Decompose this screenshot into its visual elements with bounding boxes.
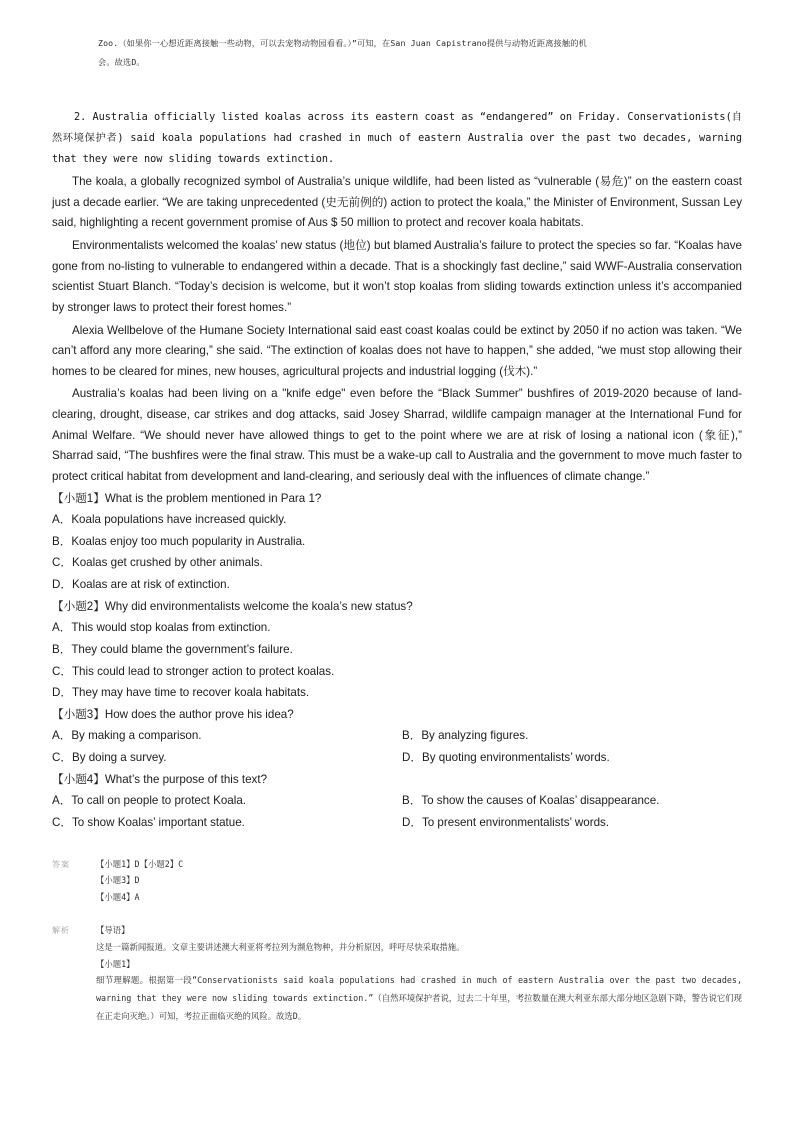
option-3a[interactable] bbox=[52, 725, 397, 747]
option-3d[interactable] bbox=[402, 747, 742, 769]
analysis-body bbox=[96, 922, 742, 1025]
option-column-right bbox=[397, 725, 742, 747]
passage-body bbox=[52, 170, 742, 487]
question-text: Why did environmentalists welcome the koala’s new status? bbox=[104, 599, 413, 613]
question-tag: 【小题2】 bbox=[52, 599, 105, 613]
option-4a[interactable] bbox=[52, 790, 397, 812]
option-row-4-2 bbox=[52, 812, 742, 834]
answer-body bbox=[96, 856, 742, 906]
carryover-line-2: 会。故选D。 bbox=[98, 57, 145, 68]
question-text: What’s the purpose of this text? bbox=[104, 772, 268, 786]
question-stem-1 bbox=[52, 488, 742, 510]
option-letter: C． bbox=[52, 556, 72, 570]
question-text: How does the author prove his idea? bbox=[104, 707, 294, 721]
option-letter: C． bbox=[52, 664, 72, 678]
option-text: To present environmentalists’ words. bbox=[421, 815, 610, 829]
option-3b[interactable] bbox=[402, 725, 742, 747]
option-1c[interactable] bbox=[52, 552, 742, 574]
option-text: Koalas get crushed by other animals. bbox=[71, 556, 263, 570]
option-text: By doing a survey. bbox=[71, 751, 167, 765]
option-column-left bbox=[52, 747, 397, 769]
option-letter: B． bbox=[402, 729, 422, 743]
option-2b[interactable] bbox=[52, 639, 742, 661]
option-text: To show the causes of Koalas’ disappearance. bbox=[421, 794, 660, 808]
question-tag: 【小题4】 bbox=[52, 772, 105, 786]
option-text: To show Koalas’ important statue. bbox=[71, 815, 245, 829]
analysis-label: 解析 bbox=[52, 926, 70, 935]
question-block-3 bbox=[52, 704, 742, 769]
answer-line-3: 【小题4】A bbox=[96, 892, 140, 903]
option-2c[interactable] bbox=[52, 661, 742, 683]
option-2d[interactable] bbox=[52, 682, 742, 704]
answer-line-2: 【小题3】D bbox=[96, 875, 140, 886]
option-letter: C． bbox=[52, 751, 72, 765]
question-tag: 【小题3】 bbox=[52, 707, 105, 721]
option-column-right bbox=[397, 812, 742, 834]
option-column-left bbox=[52, 725, 397, 747]
stem-text: Australia officially listed koalas across its eastern coast as “endangered” on Friday. Conservationists(自然环境保护者) said koala populations had crashed in much of eastern Australia over the past two decades, warning that they were now sliding towards extinction. bbox=[52, 111, 742, 165]
option-row-3-1 bbox=[52, 725, 742, 747]
analysis-guide-text: 这是一篇新闻报道。文章主要讲述澳大利亚将考拉列为濒危物种，并分析原因，呼吁尽快采取措施。 bbox=[96, 941, 465, 952]
answer-section bbox=[52, 856, 742, 906]
option-text: They may have time to recover koala habitats. bbox=[71, 686, 310, 700]
option-column-left bbox=[52, 812, 397, 834]
option-text: They could blame the government’s failure. bbox=[71, 642, 293, 656]
passage-paragraph-3 bbox=[52, 319, 742, 383]
question-block-1 bbox=[52, 488, 742, 596]
option-letter: B． bbox=[52, 642, 72, 656]
analysis-item-text: 细节理解题。根据第一段“Conservationists said koala populations had crashed in much of eastern Australia over the past two decades, warning that they were now sliding towards extinction.”（自然环境保护者说，过去二十年里，考拉数量在澳大利亚东部大部分地区急剧下降，警告说它们现在正走向灭绝。）可知，考拉正面临灭绝的风险。故选D。 bbox=[96, 975, 742, 1021]
option-letter: B． bbox=[52, 534, 72, 548]
passage-paragraph-1 bbox=[52, 170, 742, 234]
question-block-2 bbox=[52, 596, 742, 704]
option-1d[interactable] bbox=[52, 574, 742, 596]
option-3c[interactable] bbox=[52, 747, 397, 769]
option-letter: D． bbox=[402, 815, 422, 829]
passage-stem bbox=[52, 107, 742, 171]
option-column-right bbox=[397, 747, 742, 769]
question-tag: 【小题1】 bbox=[52, 491, 105, 505]
option-letter: A． bbox=[52, 794, 72, 808]
question-block-4 bbox=[52, 769, 742, 834]
carryover-analysis-block bbox=[98, 34, 714, 73]
question-stem-3 bbox=[52, 704, 742, 726]
option-text: By making a comparison. bbox=[71, 729, 202, 743]
option-column-left bbox=[52, 790, 397, 812]
option-1a[interactable] bbox=[52, 509, 742, 531]
option-text: This could lead to stronger action to protect koalas. bbox=[71, 664, 335, 678]
option-letter: B． bbox=[402, 794, 422, 808]
option-letter: A． bbox=[52, 513, 72, 527]
question-text: What is the problem mentioned in Para 1? bbox=[104, 491, 322, 505]
option-text: To call on people to protect Koala. bbox=[71, 794, 246, 808]
option-1b[interactable] bbox=[52, 531, 742, 553]
paragraph-text: Alexia Wellbelove of the Humane Society International said east coast koalas could be extinct by 2050 if no action was taken. “We can’t afford any more clearing,” she said. “The extinction of koalas does not have to happen,” she added, “we must stop allowing their homes to be cleared for mines, new houses, agricultural projects and industrial logging (伐木).” bbox=[52, 323, 742, 378]
option-letter: D． bbox=[402, 751, 422, 765]
option-text: Koalas enjoy too much popularity in Australia. bbox=[71, 534, 306, 548]
answer-line-1: 【小题1】D【小题2】C bbox=[96, 858, 184, 869]
analysis-item-tag: 【小题1】 bbox=[96, 958, 135, 969]
answer-label: 答案 bbox=[52, 859, 70, 869]
question-stem-4 bbox=[52, 769, 742, 791]
question-stem-2 bbox=[52, 596, 742, 618]
option-letter: D． bbox=[52, 578, 72, 592]
paragraph-text: Environmentalists welcomed the koalas’ new status (地位) but blamed Australia’s failure to protect the species so far. “Koalas have gone from no-listing to vulnerable to endangered within a decade. That is a shockingly fast decline,” said WWF-Australia conservation scientist Stuart Blanch. “Today’s decision is welcome, but it won’t stop koalas from sliding towards extinction unless it’s accompanied by stronger laws to protect their forest homes.” bbox=[52, 239, 742, 314]
option-letter: A． bbox=[52, 729, 72, 743]
option-text: Koala populations have increased quickly. bbox=[71, 513, 287, 527]
option-letter: C． bbox=[52, 815, 72, 829]
option-text: Koalas are at risk of extinction. bbox=[71, 578, 230, 592]
stem-number: 2. bbox=[74, 111, 87, 123]
option-row-3-2 bbox=[52, 747, 742, 769]
answer-analysis-footer bbox=[52, 856, 742, 1026]
paragraph-text: Australia’s koalas had been living on a "knife edge" even before the “Black Summer” bushfires of 2019-2020 because of land-clearing, drought, disease, car strikes and dog attacks, said Josey Sharrad, wildlife campaign manager at the International Fund for Animal Welfare. “We should never have allowed things to get to the point where we are at risk of losing a national icon (象征),” Sharrad said, “The bushfires were the final straw. This must be a wake-up call to Australia and the government to move much faster to protect critical habitat from development and land-clearing, and seriously deal with the influences of climate change.” bbox=[52, 387, 742, 483]
option-2a[interactable] bbox=[52, 617, 742, 639]
option-4d[interactable] bbox=[402, 812, 742, 834]
option-text: This would stop koalas from extinction. bbox=[71, 621, 271, 635]
paragraph-text: The koala, a globally recognized symbol of Australia’s unique wildlife, had been listed as “vulnerable (易危)” on the eastern coast just a decade earlier. “We are taking unprecedented (史无前例的) action to protect the koala,” the Minister of Environment, Sussan Ley said, highlighting a recent government promise of Aus $ 50 million to protect and recover koala habitats. bbox=[52, 175, 742, 230]
carryover-line-1: Zoo.（如果你一心想近距离接触一些动物，可以去宠物动物园看看。）”可知，在San Juan Capistrano提供与动物近距离接触的机 bbox=[98, 38, 587, 48]
option-4c[interactable] bbox=[52, 812, 397, 834]
option-text: By analyzing figures. bbox=[421, 729, 529, 743]
option-letter: A． bbox=[52, 621, 72, 635]
analysis-section bbox=[52, 922, 742, 1025]
option-text: By quoting environmentalists’ words. bbox=[421, 751, 610, 765]
option-4b[interactable] bbox=[402, 790, 742, 812]
passage-paragraph-2 bbox=[52, 234, 742, 319]
option-column-right bbox=[397, 790, 742, 812]
analysis-guide-tag: 【导语】 bbox=[96, 925, 130, 935]
passage-paragraph-4 bbox=[52, 382, 742, 487]
option-row-4-1 bbox=[52, 790, 742, 812]
option-letter: D． bbox=[52, 686, 72, 700]
